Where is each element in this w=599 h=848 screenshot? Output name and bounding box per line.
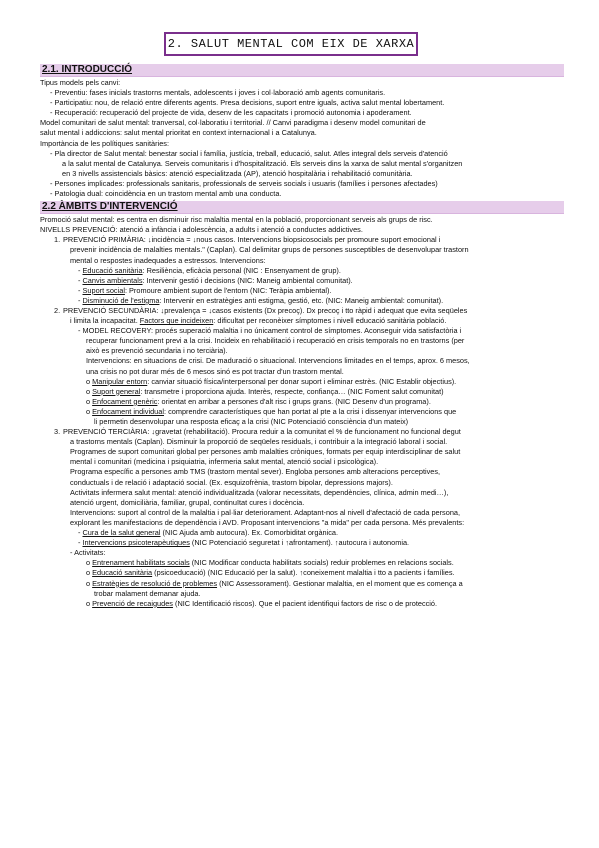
section-heading-introduccio: 2.1. INTRODUCCIÓ bbox=[40, 64, 564, 77]
item-number: 1. bbox=[54, 235, 61, 245]
text-line: mental i comunitari (medicina i psiquiatria, infermeria salut mental, atenció social i psicològica). bbox=[70, 457, 379, 467]
numbered-item-terciaria: 3. PREVENCIÓ TERCIÀRIA: ↓gravetat (rehabilitació). Procura reduir a la comunitat el % de funcionament no funcional degut bbox=[54, 427, 461, 437]
numbered-item-primaria: 1. PREVENCIÓ PRIMÀRIA: ↓incidència = ↓nous casos. Intervencions biopsicosocials per promoure suport emocional i bbox=[54, 235, 441, 245]
list-item: - Activitats: bbox=[70, 548, 106, 558]
list-item: - Preventiu: fases inicials trastorns mentals, adolescents i joves i col·laboració amb agents comunitaris. bbox=[50, 88, 386, 98]
list-item: - Disminució de l'estigma: Intervenir en estratègies anti estigma, gestió, etc. (NIC: Maneig ambiental: comunitat). bbox=[78, 295, 444, 305]
page-title: 2. SALUT MENTAL COM EIX DE XARXA bbox=[164, 32, 418, 56]
sub-list-item: o Manipular entorn: canviar situació física/interpersonal per donar suport i eliminar estrès. (NIC Establir objectius). bbox=[86, 376, 457, 386]
text-line: recuperar funcionament previ a la crisi. Incideix en rehabilitació i recuperació en crisis temporals no en trastorns (per bbox=[86, 336, 465, 346]
sub-list-item: o Enfocament genèric: orientat en arribar a persones d'alt risc i grups grans. (NIC Desenv d'un programa). bbox=[86, 396, 431, 406]
text-line: Intervencions: en situacions de crisi. De maduració o situacional. Intervencions limitades en el temps, aprox. 6 mesos, bbox=[86, 356, 470, 366]
text-line: Activitats infermera salut mental: atenció individualitzada (valorar necessitats, dependències, clínica, admin medi…), bbox=[70, 487, 449, 497]
sub-list-item: o Educació sanitària (psicoeducació) (NIC Educació per la salut). ↑coneixement malaltia i tto a pacients i famílies. bbox=[86, 568, 455, 578]
text-line: li permetin desenvolupar una resposta eficaç a la crisi (NIC Potenciació consciència d'un mateix) bbox=[94, 417, 409, 426]
item-number: 2. bbox=[54, 305, 61, 315]
document-body bbox=[40, 64, 564, 609]
sub-list-item: o Estratègies de resolució de problemes (NIC Assessorament). Gestionar malaltia, en el moment que es comença a bbox=[86, 578, 463, 588]
list-item: - Intervencions psicoterapèutiques (NIC Potenciació seguretat i ↑afrontament). ↑autocura i autonomia. bbox=[78, 538, 410, 548]
list-item: - Suport social: Promoure ambient suport de l'entorn (NIC: Teràpia ambiental). bbox=[78, 285, 332, 295]
text-line: Promoció salut mental: es centra en disminuir risc malaltia mental en la població, proporcionant serveis als grups de risc. bbox=[40, 215, 433, 225]
text-line: una crisis no pot durar més de 6 mesos sinó es pot tractar d'un trastorn mental. bbox=[86, 366, 344, 376]
text-line: Importància de les polítiques sanitàries: bbox=[40, 138, 169, 148]
section-heading-ambits: 2.2 ÀMBITS D'INTERVENCIÓ bbox=[40, 201, 564, 214]
list-item: - MODEL RECOVERY: procés superació malaltia i no únicament control de símptomes. Aconseguir vida satisfactòria i bbox=[78, 326, 462, 336]
list-item: - Participatiu: nou, de relació entre diferents agents. Presa decisions, suport entre iguals, activa salut mental lobertament. bbox=[50, 98, 445, 108]
text-line: Intervencions: suport al control de la malaltia i pal·liar deteriorament. Adaptant-nos al nivell d'afectació de cada persona, bbox=[70, 507, 461, 517]
text-line: Programa específic a persones amb TMS (trastorn mental sever). Engloba persones amb alteracions perceptives, bbox=[70, 467, 441, 477]
text-line: en 3 nivells assistencials bàsics: atenció especialitzada (AP), atenció hospitalària i rehabilitació comunitària. bbox=[62, 168, 413, 178]
text-line: Tipus models pels canvi: bbox=[40, 78, 121, 87]
text-line: mental o respostes inadequades a estressos. Intervencions: bbox=[70, 255, 266, 265]
list-item: - Canvis ambientals: Intervenir gestió i decisions (NIC: Maneig ambiental comunitat). bbox=[78, 275, 353, 285]
item-number: 3. bbox=[54, 427, 61, 437]
text-line: prevenir incidència de malalties mentals." (Caplan). Cal delimitar grups de persones susceptibles de desenvolupar trastorn bbox=[70, 245, 469, 255]
text-line: i limita la incapacitat. Factors que incideixen: dificultat per reconèixer símptomes i nivell educació sanitària població. bbox=[70, 316, 447, 326]
sub-list-item: o Prevenció de recaigudes (NIC Identificació riscos). Que el pacient identifiqui factors de risc o de protecció. bbox=[86, 598, 438, 608]
list-item: - Cura de la salut general (NIC Ajuda amb autocura). Ex. Comorbiditat orgànica. bbox=[78, 528, 339, 538]
list-item: - Pla director de Salut mental: benestar social i família, justícia, treball, educació, salut. Atles integral dels serveis d'atenció bbox=[50, 148, 448, 158]
text-line: això es prevenció secundaria i no terciària). bbox=[86, 346, 228, 356]
sub-list-item: o Suport general: transmetre i proporciona ajuda. Interès, respecte, confiança… (NIC Foment salut comunitat) bbox=[86, 386, 444, 396]
text-line: Programes de suport comunitari global per persones amb malalties cròniques, formats per equip interdisciplinar de salut bbox=[70, 447, 461, 457]
text-line: conductuals i de relació i adaptació social. (Ex. esquizofrènia, trastorn bipolar, depressions majors). bbox=[70, 477, 393, 487]
text-line: NIVELLS PREVENCIÓ: atenció a infància i adolescència, a adults i atenció a conductes addictives. bbox=[40, 225, 363, 235]
sub-list-item: o Entrenament habilitats socials (NIC Modificar conducta habilitats socials) reduir problemes en relacions socials. bbox=[86, 558, 454, 568]
text-line: atenció urgent, domiciliària, familiar, grupal, continuïtat cures i docència. bbox=[70, 497, 305, 507]
text-line: a la salut mental de Catalunya. Serveis comunitaris i d'hospitalització. Els serveis dins la xarxa de salut mental s'organitzen bbox=[62, 158, 463, 168]
list-item: - Educació sanitària: Resiliència, eficàcia personal (NIC : Ensenyament de grup). bbox=[78, 265, 341, 275]
list-item: - Patologia dual: coincidència en un trastorn mental amb una conducta. bbox=[50, 189, 282, 199]
list-item: - Persones implicades: professionals sanitaris, professionals de serveis socials i usuaris (famílies i persones afectades) bbox=[50, 178, 438, 188]
text-line: a trastorns mentals (Caplan). Disminuir la proporció de seqüeles residuals, i contribuir a la integració laboral i social. bbox=[70, 437, 448, 447]
text-line: explorant les manifestacions de dependència i AVD. Proposant intervencions "a mida" per cada persona. Més prevalents: bbox=[70, 517, 465, 527]
text-line: Model comunitari de salut mental: tranversal, col·laboratiu i territorial. // Canvi paradigma i desenv model comunitari de bbox=[40, 118, 426, 128]
numbered-item-secundaria: 2. PREVENCIÓ SECUNDÀRIA: ↓prevalença = ↓casos existents (Dx precoç). Dx precoç i tto ràpid i adequat que evita seqüeles bbox=[54, 305, 468, 315]
list-item: - Recuperació: recuperació del projecte de vida, desenv de les capacitats i promoció autonomia i apoderament. bbox=[50, 108, 412, 118]
text-line: salut mental i addiccions: salut mental prioritat en context internacional i a Catalunya. bbox=[40, 128, 317, 138]
sub-list-item: o Enfocament individual: comprendre característiques que han portat al pte a la crisi i dissenyar intervencions que bbox=[86, 406, 457, 416]
text-line: trobar malament demanar ajuda. bbox=[94, 588, 201, 598]
